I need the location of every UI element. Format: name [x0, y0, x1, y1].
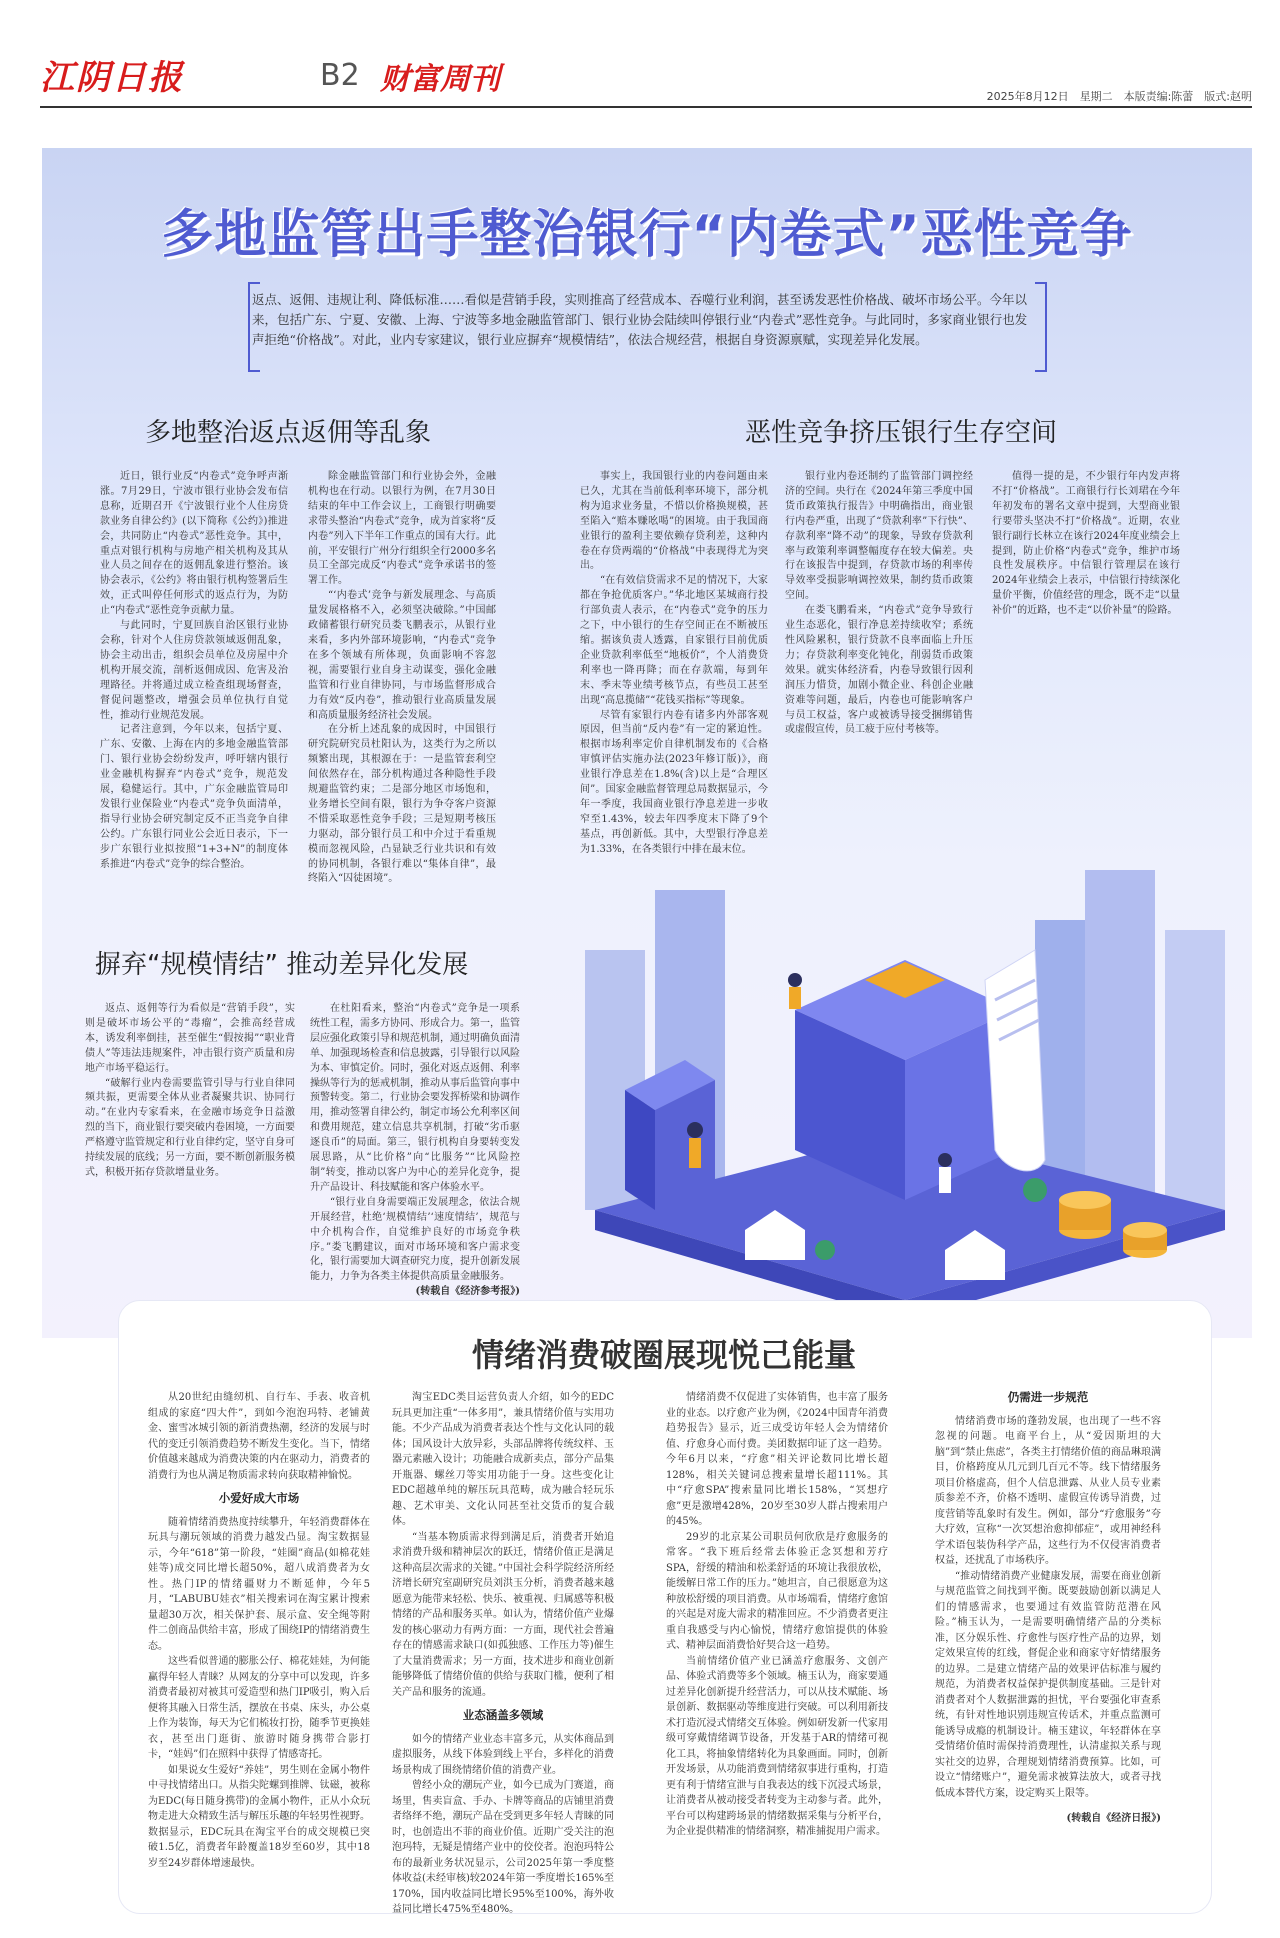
- source-credit: (转载自《经济日报》): [1066, 1813, 1161, 1824]
- newspaper-logo: 江阴日报: [40, 58, 184, 98]
- section-title: 小爱好成大市场: [218, 1491, 300, 1505]
- section-title: 仍需进一步规范: [1007, 1390, 1089, 1404]
- article-column: 情绪消费不仅促进了实体销售，也丰富了服务业的业态。以疗愈产业为例，《2024中国青年消费趋势报告》显示，近三成受访年轻人会为情绪价值、疗愈身心而付费。美团数据印证了这一趋势。今年6月以来，“疗愈”相关评论数同比增长超128%，相关关键词总搜索量增长超111%。其中“疗愈SPA”搜索量同比增长158%，“冥想疗愈”更是激增428%，20岁至30岁人群占搜索用户的45%。 29岁的北京某公司职员何欣欣是疗愈服务的常客。“我下班后经常去体验正念冥想和芳疗SPA，舒缓的精油和松柔舒适的环境让我很放松，能缓解日常工作的压力。”她坦言，自己很愿意为这种放松舒缓的项目消费。从市场端看，情绪疗愈馆的兴起是对庞大需求的精准回应。不少消费者更注重自我感受与内心愉悦，情绪疗愈馆提供的体验式、精神层面消费恰好契合这一趋势。 当前情绪价值产业已涵盖疗愈服务、文创产品、体验式消费等多个领域。楠玉认为，商家要通过差异化创新提升经营活力，可以从技术赋能、场景创新、数据驱动等维度进行突破。可以利用新技术打造沉浸式情绪交互体验。例如研发新一代家用级可穿戴情绪调节设备，开发基于AR的情绪可视化工具，将抽象情绪转化为具象画面。同时，创新开发场景，从功能消费到情绪叙事进行重构，打造更有利于情绪宣泄与自我表达的线下沉浸式场景，让消费者从被动接受者转变为主动参与者。此外，平台可以构建跨场景的情绪数据采集与分析平台，为企业提供精准的情绪洞察，精准捕捉用户需求。: [666, 1392, 888, 1837]
- article-column: 事实上，我国银行业的内卷问题由来已久，尤其在当前低利率环境下，部分机构为追求业务量，不惜以价格换规模，甚至陷入“赔本赚吆喝”的困境。由于我国商业银行的盈利主要依赖存贷利差，这种内卷在存贷两端的“价格战”中表现得尤为突出。 “在有效信贷需求不足的情况下，大家都在争抢优质客户。”华北地区某城商行投行部负责人表示，在“内卷式”竞争的压力之下，中小银行的生存空间正在不断被压缩。据该负责人透露，自家银行目前优质企业贷款利率低至“地板价”，个人消费贷利率也一降再降；而在存款端，每到年末、季末等业绩考核节点，有些员工甚至出现“高息揽储”“花钱买指标”等现象。 尽管有家银行内卷有诸多内外部客观原因，但当前“反内卷”有一定的紧迫性。根据市场利率定价自律机制发布的《合格审慎评估实施办法(2023年修订版)》，商业银行净息差在1.8%(含)以上是“合理区间”。国家金融监督管理总局数据显示，今年一季度，我国商业银行净息差进一步收窄至1.43%，较去年四季度末下降了9个基点，再创新低。其中，大型银行净息差为1.33%，在各类银行中排在最末位。: [580, 471, 768, 855]
- article-column: 仍需进一步规范 情绪消费市场的蓬勃发展，也出现了一些不容忽视的问题。电商平台上，从“爱因斯坦的大脑”到“禁止焦虑”，各类主打情绪价值的商品琳琅满目，价格跨度从几元到几百元不等。线下情绪服务项目价格虚高，但个人信息泄露、从业人员专业素质参差不齐，价格不透明、虚假宣传诱导消费，过度营销等乱象时有发生。例如，部分“疗愈服务”夸大疗效，宣称“一次冥想治愈抑郁症”，或用神经科学术语包装伪科学产品，这些行为不仅侵害消费者权益，还扰乱了市场秩序。 “推动情绪消费产业健康发展，需要在商业创新与规范监管之间找到平衡。既要鼓励创新以满足人们的情感需求，也要通过有效监管防范潜在风险。”楠玉认为，一是需要明确情绪产品的分类标准，区分娱乐性、疗愈性与医疗性产品的边界，划定效果宣传的红线，督促企业和商家守好情绪服务的边界。二是建立情绪产品的效果评估标准与履约规范，为消费者权益保护提供制度基础。三是针对消费者对个人数据泄露的担忧，平台要强化审查系统，有针对性地识别违规宣传话术，并重点监测可能诱导成瘾的机制设计。楠玉建议，年轻群体在享受情绪价值时需保持消费理性，认清虚拟关系与现实社交的边界，合理规划情绪消费预算。比如，可设立“情绪账户”，避免需求被算法放大，或者寻找低成本替代方案，设定购买上限等。 (转载自《经济日报》): [935, 1390, 1161, 1837]
- section-title: 摒弃“规模情结” 推动差异化发展: [95, 950, 469, 980]
- masthead-rule: [40, 106, 1252, 108]
- article-column: 近日，银行业反“内卷式”竞争呼声渐涨。7月29日，宁波市银行业协会发布信息称，近期召开《宁波银行业个人住房贷款业务自律公约》(以下简称《公约》)推进会，共同防止“内卷式”恶性竞争。其中，重点对银行机构与房地产相关机构及其从业人员之间存在的返佣乱象进行整治。该协会表示，《公约》将由银行机构签署后生效，正式叫停任何形式的返点行为，为防止“内卷式”恶性竞争贡献力量。 与此同时，宁夏回族自治区银行业协会称，针对个人住房贷款领域返佣乱象，协会主动出击，组织会员单位及房屋中介机构开展交流，剖析返佣成因、危害及治理路径。并将通过成立检查组现场督查，督促问题整改，增强会员单位执行自觉性，推动行业规范发展。 记者注意到，今年以来，包括宁夏、广东、安徽、上海在内的多地金融监管部门、银行业协会纷纷发声，呼吁辖内银行业金融机构摒弃“内卷式”竞争，规范发展，稳健运行。其中，广东金融监管局印发银行业保险业“内卷式”竞争负面清单，指导行业协会研究制定反不正当竞争自律公约。广东银行同业公会近日表示，下一步广东银行业拟按照“1+3+N”的制度体系推进“内卷式”竞争的综合整治。: [100, 471, 288, 870]
- page-code: B2: [320, 58, 360, 93]
- feature2-headline: 情绪消费破圈展现悦己能量: [471, 1336, 856, 1374]
- section-name: 财富周刊: [380, 62, 500, 97]
- feature-headline: 多地监管出手整治银行“内卷式”恶性竞争: [161, 205, 1133, 265]
- feature-lead: 返点、返佣、违规让利、降低标准……看似是营销手段，实则推高了经营成本、吞噬行业利润，甚至诱发恶性价格战、破坏市场公平。今年以来，包括广东、宁夏、安徽、上海、宁波等多地金融监管部门、银行业协会陆续叫停银行业“内卷式”恶性竞争。与此同时，多家商业银行也发声拒绝“价格战”。对此，业内专家建议，银行业应摒弃“规模情结”，依法合规经营，根据自身资源禀赋，实现差异化发展。: [252, 292, 1028, 347]
- article-column: 值得一提的是，不少银行年内发声将不打“价格战”。工商银行行长刘珺在今年年初发布的署名文章中提到，大型商业银行要带头坚决不打“价格战”。近期，农业银行副行长林立在该行2024年度业绩会上提到，防止价格“内卷式”竞争，维护市场良性发展秩序。中信银行管理层在该行2024年业绩会上表示，中信银行持续深化量价平衡，价值经营的理念，既不走“以量补价”的近路，也不走“以价补量”的险路。: [992, 471, 1180, 617]
- article-column: 从20世纪由缝纫机、自行车、手表、收音机组成的家庭“四大件”，到如今泡泡玛特、老铺黄金、蜜雪冰城引领的新消费热潮，经济的发展与时代的变迁引领消费趋势不断发生变化。当下，情绪价值越来越成为消费决策的内在驱动力，消费者的消费行为也从满足物质需求转向获取精神愉悦。 小爱好成大市场 随着情绪消费热度持续攀升，年轻消费群体在玩具与潮玩领域的消费力越发凸显。淘宝数据显示，今年“618”第一阶段，“娃圈”商品(如棉花娃娃等)成交同比增长超50%，超八成消费者为女性。热门IP的情绪疆财力不断延伸，今年5月，“LABUBU娃衣”相关搜索词在淘宝累计搜索量超30万次，相关保护套、展示盒、安全绳等附件二创商品供给丰富，形成了围绕IP的情绪消费生态。 这些看似普通的膨胀公仔、棉花娃娃，为何能赢得年轻人青睐？从网友的分享中可以发现，许多消费者最初对被其可爱造型和热门IP吸引，购入后便将其融入日常生活，摆放在书桌、床头，办公桌上作为装饰，每天为它们梳妆打扮，随季节更换娃衣，甚至出门逛街、旅游时随身携带合影打卡，“娃妈”们在照料中获得了情感寄托。 如果说女生爱好“养娃”，男生则在金属小物件中寻找情绪出口。从指尖陀螺到推牌、钛磁，被称为EDC(每日随身携带)的金属小物件，正从小众玩物走进大众精致生活与解压乐趣的年轻男性视野。数据显示，EDC玩具在淘宝平台的成交规模已突破1.5亿，消费者年龄覆盖18岁至60岁，其中18岁至24岁群体增速最快。: [148, 1392, 370, 1869]
- section-title: 多地整治返点返佣等乱象: [145, 418, 432, 448]
- section-title: 恶性竞争挤压银行生存空间: [745, 418, 1058, 448]
- article-column: 淘宝EDC类目运营负责人介绍，如今的EDC玩具更加注重“一体多用”，兼具情绪价值与实用功能。不少产品成为消费者表达个性与文化认同的载体；国风设计大放异彩，头部品牌将传统纹样、玉器元素融入设计；功能融合成新卖点，部分产品集开瓶器、螺丝刀等实用功能于一身。这些变化让EDC超越单纯的解压玩具范畴，成为融合轻玩乐趣、艺术审美、文化认同甚至社交货币的复合载体。 “当基本物质需求得到满足后，消费者开始追求消费升级和精神层次的跃迁，情绪价值正是满足这种高层次需求的关键。”中国社会科学院经济所经济增长研究室副研究员刘洪玉分析，消费者越来越愿意为能带来轻松、快乐、被重视、归属感等积极情绪的产品和服务买单。如认为，情绪价值产业爆发的核心驱动力有两方面：一方面，现代社会普遍存在的情感需求缺口(如孤独感、工作压力等)催生了大量消费需求；另一方面，技术进步和商业创新能够降低了情绪价值的供给与获取门槛，便利了相关产品和服务的流通。 业态涵盖多领域 如今的情绪产业业态丰富多元，从实体商品到虚拟服务，从线下体验到线上平台，多样化的消费场景构成了围绕情绪价值的消费产业。 曾经小众的潮玩产业，如今已成为门赛道，商场里，售卖盲盒、手办、卡牌等商品的店铺里消费者络绎不绝，潮玩产品在受到更多年轻人青睐的同时，也创造出不菲的商业价值。近期广受关注的泡泡玛特，无疑是情绪产业中的佼佼者。泡泡玛特公布的最新业务状况显示，公司2025年第一季度整体收益(未经审核)较2024年第一季度增长165%至170%，国内收益同比增长95%至100%，海外收益同比增长475%至480%。: [392, 1392, 614, 1915]
- bank-illustration: [565, 830, 1255, 1330]
- article-column: 返点、返佣等行为看似是“营销手段”，实则是破坏市场公平的“毒瘤”，会推高经营成本，诱发利率倒挂，甚至催生“假按揭”“职业背债人”等违法违规案件，冲击银行资产质量和房地产市场平稳运行。 “破解行业内卷需要监管引导与行业自律同频共振，更需要全体从业者凝聚共识、协同行动。”在业内专家看来，在金融市场竞争日益激烈的当下，商业银行要突破内卷困境，一方面要严格遵守监管规定和行业自律约定，坚守自身可持续发展的底线；另一方面，要不断创新服务模式，积极开拓存贷款增量业务。: [85, 1003, 295, 1178]
- masthead: [0, 0, 1280, 110]
- source-credit: (转载自《经济参考报》): [415, 1286, 520, 1298]
- article-column: 除金融监管部门和行业协会外，金融机构也在行动。以银行为例，在7月30日结束的年中工作会议上，工商银行明确要求带头整治“内卷式”竞争，成为首家将“反内卷”列入下半年工作重点的国有大行。此前，平安银行广州分行组织全行2000多名员工全部完成反“内卷式”竞争承诺书的签署工作。 “‘内卷式’竞争与新发展理念、与高质量发展格格不入，必须坚决破除。”中国邮政储蓄银行研究员娄飞鹏表示，从银行业来看，多内外部环境影响，“内卷式”竞争在多个领域有所体现，负面影响不容忽视，需要银行业自身主动谋变，强化金融监管和行业自律协同，与市场监督形成合力有效“反内卷”，推动银行业高质量发展和高质量服务经济社会发展。 在分析上述乱象的成因时，中国银行研究院研究员杜阳认为，这类行为之所以频繁出现，其根源在于：一是监管套利空间依然存在，部分机构通过各种隐性手段规避监管约束；二是部分地区市场饱和，业务增长空间有限，银行为争夺客户资源不惜采取恶性竞争手段；三是短期考核压力驱动，部分银行员工和中介过于看重规模而忽视风险，凸显缺乏行业共识和有效的协同机制，各银行难以“集体自律”，最终陷入“囚徒困境”。: [308, 471, 496, 885]
- section-title: 业态涵盖多领域: [462, 1708, 544, 1722]
- article-column: 在杜阳看来，整治“内卷式”竞争是一项系统性工程，需多方协同、形成合力。第一，监管层应强化政策引导和规范机制，通过明确负面清单、加强现场检查和信息披露，引导银行以风险为本、审慎定价。同时，强化对返点返佣、利率操纵等行为的惩戒机制，推动从事后监管向事中预警转变。第二，行业协会要发挥桥梁和协调作用，推动签署自律公约，制定市场公允利率区间和费用规范，建立信息共享机制，打破“劣币驱逐良币”的局面。第三，银行机构自身要转变发展思路，从“比价格”向“比服务”“比风险控制”转变，推动以客户为中心的差异化竞争，提升产品设计、科技赋能和客户体验水平。 “银行业自身需要端正发展理念，依法合规开展经营，杜绝‘规模情结’‘速度情结’，规范与中介机构合作，自觉维护良好的市场竞争秩序。”娄飞鹏建议，面对市场环境和客户需求变化，银行需要加大调查研究力度，提升创新发展能力，力争为各类主体提供高质量金融服务。 (转载自《经济参考报》): [310, 1002, 520, 1300]
- dateline: 2025年8月12日 星期二 本版责编:陈蕾 版式:赵明: [986, 90, 1252, 103]
- article-column: 银行业内卷还制约了监管部门调控经济的空间。央行在《2024年第三季度中国货币政策执行报告》中明确指出，商业银行内卷严重，出现了“贷款利率”下行快”、存款利率“降不动”的现象，导致存贷款利率与政策利率调整幅度存在较大偏差。央行在该报告中提到，存贷款市场的利率传导效率受损影响调控效果，制约货币政策空间。 在娄飞鹏看来，“内卷式”竞争导致行业生态恶化，银行净息差持续收窄；系统性风险累积，银行贷款不良率面临上升压力；存贷款利率变化钝化，削弱货币政策效果。就实体经济看，内卷导致银行因利润压力惜贷，加剧小微企业、科创企业融资难等问题，最后，内卷也可能影响客户与员工权益，客户或被诱导接受捆绑销售或虚假宣传，员工疲于应付考核等。: [785, 471, 973, 736]
